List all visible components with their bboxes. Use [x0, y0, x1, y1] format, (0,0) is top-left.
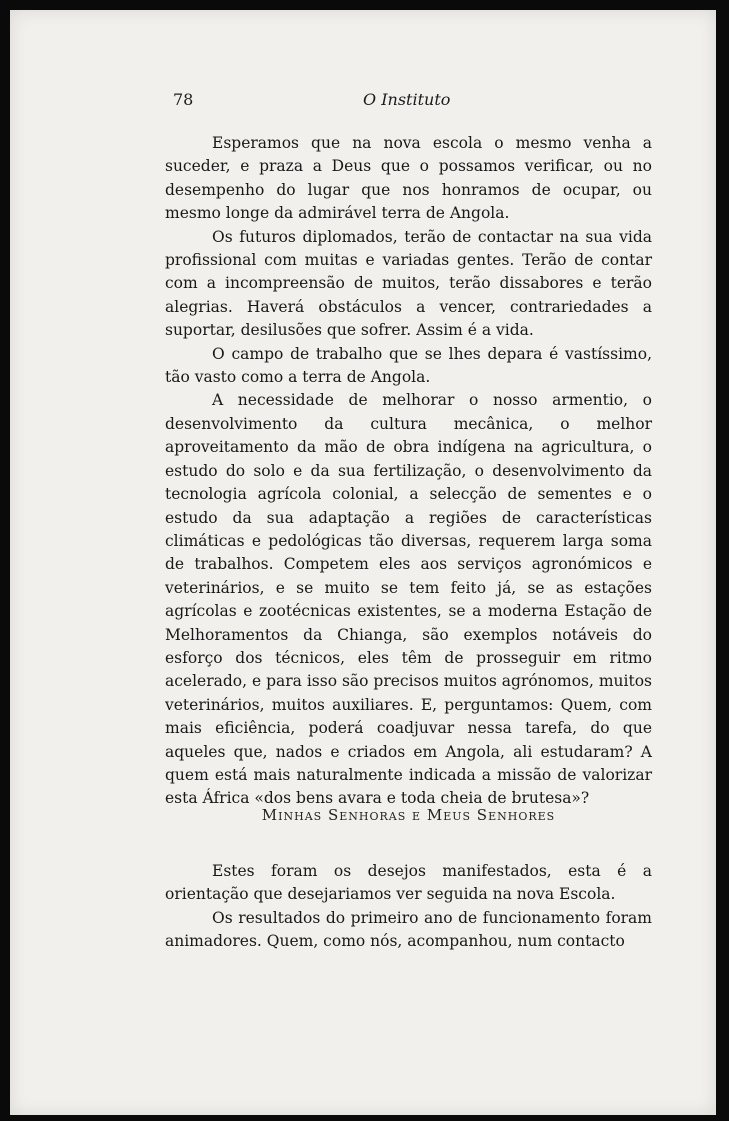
closing-text [165, 860, 652, 954]
paragraph: O campo de trabalho que se lhes depara é vastíssimo, tão vasto como a terra de Angola. [165, 344, 652, 387]
book-page [10, 10, 716, 1115]
running-title: O Instituto [363, 90, 451, 109]
main-text [165, 132, 652, 811]
paragraph: Os futuros diplomados, terão de contactar na sua vida profissional com muitas e variadas gentes. Terão de contar com a incompreensão de muitos, terão dissabores e terão alegrias. Haverá obstáculos a vencer, contrariedades a suportar, desilusões que sofrer. Assim é a vida. [165, 227, 652, 340]
paragraph: Os resultados do primeiro ano de funcionamento foram animadores. Quem, como nós, acompanhou, num contacto [165, 908, 652, 951]
paragraph: Esperamos que na nova escola o mesmo venha a suceder, e praza a Deus que o possamos verificar, ou no desempenho do lugar que nos honramos de ocupar, ou mesmo longe da admirável terra de Angola. [165, 134, 652, 223]
paragraph: A necessidade de melhorar o nosso armentio, o desenvolvimento da cultura mecânica, o melhor aproveitamento da mão de obra indígena na agricultura, o estudo do solo e da sua fertilização, o desenvolvimento da tecnologia agrícola colonial, a selecção de sementes e o estudo da sua adaptação a regiões de características climáticas e pedológicas tão diversas, requerem larga soma de trabalhos. Competem eles aos serviços agronómicos e veterinários, e se muito se tem feito já, se as estações agrícolas e zootécnicas existentes, se a moderna Estação de Melhoramentos da Chianga, são exemplos notáveis do esforço dos técnicos, eles têm de prosseguir em ritmo acelerado, e para isso são precisos muitos agrónomos, muitos veterinários, muitos auxiliares. E, perguntamos: Quem, com mais eficiência, poderá coadjuvar nessa tarefa, do que aqueles que, nados e criados em Angola, ali estudaram? A quem está mais naturalmente indicada a missão de valorizar esta África «dos bens avara e toda cheia de brutesa»? [165, 391, 653, 808]
page-header [173, 90, 653, 112]
section-heading: Minhas Senhoras e Meus Senhores [261, 806, 556, 824]
page-number: 78 [173, 90, 194, 109]
paragraph: Estes foram os desejos manifestados, esta é a orientação que desejariamos ver seguida na nova Escola. [165, 862, 652, 904]
